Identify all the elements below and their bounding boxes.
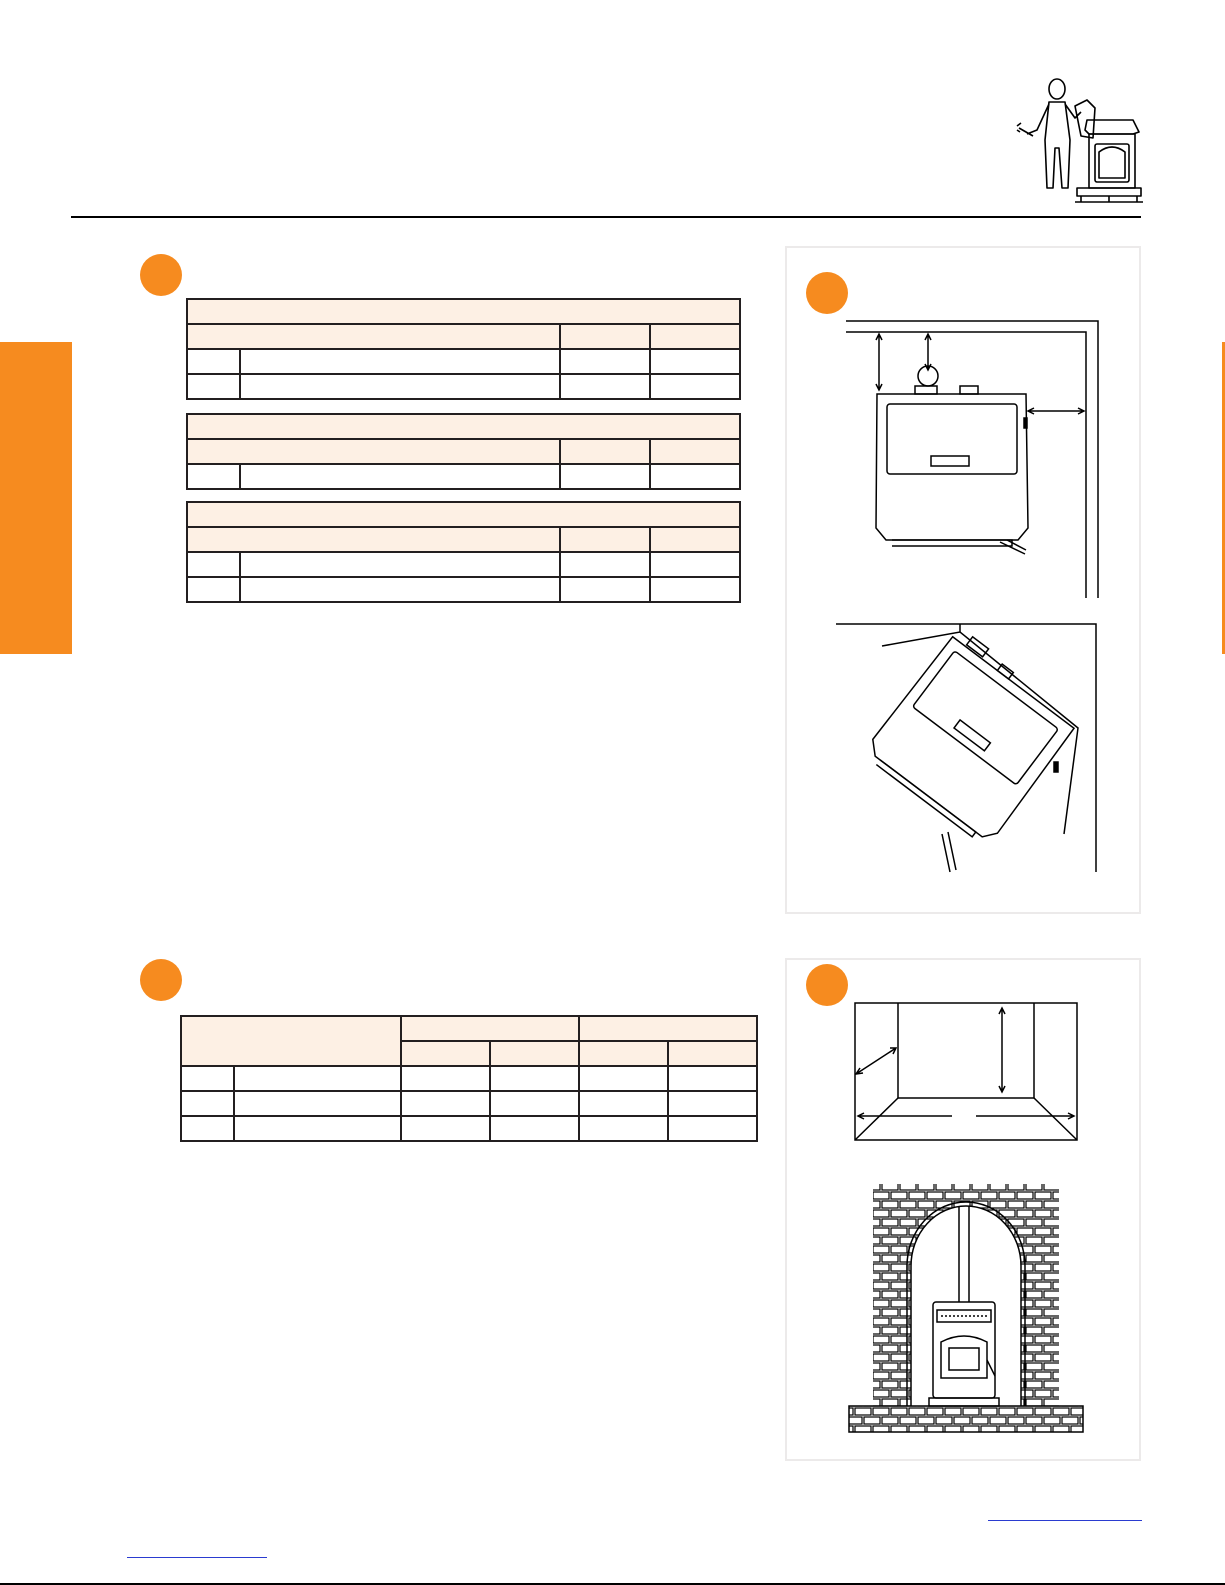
table-cell <box>234 1066 401 1091</box>
step-badge-1 <box>140 254 182 296</box>
table-cell <box>401 1066 490 1091</box>
stove-corner-installation <box>832 620 1112 880</box>
table-cell <box>650 577 740 602</box>
table-title <box>187 502 740 527</box>
table-title <box>187 414 740 439</box>
figure-badge-2 <box>806 964 848 1006</box>
stove-top-view-wall-clearance <box>840 318 1110 603</box>
figure-badge-1 <box>806 272 848 314</box>
table-cell <box>560 374 650 399</box>
table-cell <box>187 374 240 399</box>
section-side-tab <box>0 342 72 654</box>
table-row <box>181 1116 757 1141</box>
table-row <box>181 1091 757 1116</box>
table-cell <box>668 1116 757 1141</box>
footer-link-left[interactable] <box>127 1557 267 1558</box>
table-cell <box>668 1091 757 1116</box>
table-cell <box>240 464 560 489</box>
table-cell <box>240 577 560 602</box>
installer-with-stove-icon <box>1015 78 1145 218</box>
table-cell <box>187 552 240 577</box>
table-cell <box>187 349 240 374</box>
table-col-header <box>560 324 650 349</box>
table-cell <box>181 1116 234 1141</box>
table-row <box>187 577 740 602</box>
table-title <box>187 299 740 324</box>
table-col-header <box>187 324 560 349</box>
table-col-header <box>650 324 740 349</box>
table-cell <box>490 1116 579 1141</box>
table-col-header <box>650 439 740 464</box>
table-cell <box>187 464 240 489</box>
table-row <box>187 552 740 577</box>
table-row <box>187 464 740 489</box>
table-col-header <box>579 1041 668 1066</box>
table-col-header <box>401 1041 490 1066</box>
table-cell <box>181 1091 234 1116</box>
table-cell <box>490 1091 579 1116</box>
table-cell <box>650 349 740 374</box>
table-cell <box>560 552 650 577</box>
table-col-header <box>560 439 650 464</box>
spec-table-2 <box>186 413 741 490</box>
table-row <box>187 374 740 399</box>
table-corner-header <box>181 1016 401 1066</box>
table-cell <box>234 1116 401 1141</box>
table-col-header <box>560 527 650 552</box>
table-cell <box>560 464 650 489</box>
stove-in-brick-fireplace <box>845 1182 1087 1434</box>
table-cell <box>234 1091 401 1116</box>
table-col-header <box>668 1041 757 1066</box>
table-cell <box>560 349 650 374</box>
table-col-header <box>187 439 560 464</box>
spec-table-3 <box>186 501 741 603</box>
table-col-header <box>490 1041 579 1066</box>
table-cell <box>181 1066 234 1091</box>
header-rule <box>71 216 1141 218</box>
table-cell <box>579 1116 668 1141</box>
table-cell <box>401 1116 490 1141</box>
table-cell <box>650 552 740 577</box>
table-group-header <box>579 1016 757 1041</box>
table-cell <box>650 464 740 489</box>
table-cell <box>579 1091 668 1116</box>
step-badge-2 <box>140 959 182 1001</box>
table-cell <box>490 1066 579 1091</box>
table-cell <box>560 577 650 602</box>
table-cell <box>240 552 560 577</box>
table-cell <box>668 1066 757 1091</box>
table-cell <box>579 1066 668 1091</box>
table-cell <box>240 374 560 399</box>
table-cell <box>240 349 560 374</box>
table-row <box>187 349 740 374</box>
dimension-table <box>180 1015 758 1142</box>
spec-table-1 <box>186 298 741 400</box>
fireplace-opening-dimensions <box>852 1000 1080 1144</box>
table-row <box>181 1066 757 1091</box>
table-col-header <box>187 527 560 552</box>
table-cell <box>401 1091 490 1116</box>
table-cell <box>650 374 740 399</box>
table-col-header <box>650 527 740 552</box>
table-group-header <box>401 1016 579 1041</box>
table-cell <box>187 577 240 602</box>
footer-link-right[interactable] <box>988 1520 1142 1521</box>
